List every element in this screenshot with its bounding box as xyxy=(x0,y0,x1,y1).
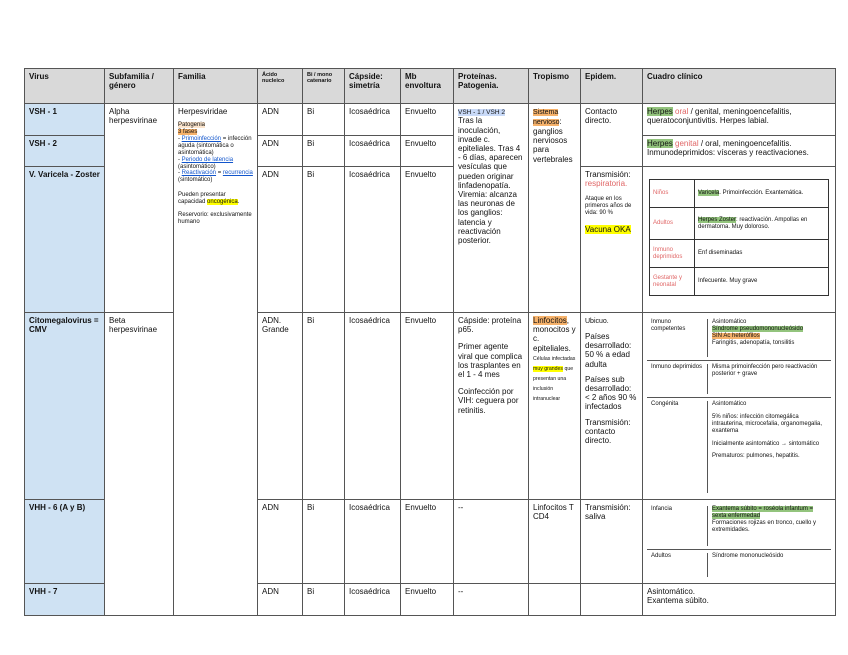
vvz-row xyxy=(650,268,829,296)
cc-hl: Síndrome pseudomononucleósido xyxy=(712,325,804,332)
cc-highlight: Herpes xyxy=(647,107,673,116)
patogenia-label: Patogenia xyxy=(178,122,206,129)
bi-cell: Bi xyxy=(303,584,345,616)
epi3: Países sub desarrollado: < 2 años 90 % infectados xyxy=(585,374,637,412)
proteinas-cell: -- xyxy=(454,500,529,584)
trop-text: : ganglios nerviosos para vertebrales xyxy=(533,117,573,164)
cc-subrow xyxy=(647,361,831,398)
acido-cell: ADN xyxy=(258,584,303,616)
vvz-label: Gestante y neonatal xyxy=(650,268,695,296)
epidem-cell xyxy=(581,584,643,616)
epidem-cell xyxy=(581,313,643,500)
prot-text: Tras la inoculación, invade c. epiteliales. Tras 4 - 6 días, aparecen vesículas que pueden originar linfadenopatía. Viremia: alcanza las neuronas de los ganglios: latencia y reactivación posterior. xyxy=(458,116,523,245)
cc-label: Infancia xyxy=(651,506,673,512)
cc-label: Adultos xyxy=(651,553,672,559)
bi-cell: Bi xyxy=(303,313,345,500)
vvz-label: Adultos xyxy=(650,208,695,240)
col-cuadro: Cuadro clínico xyxy=(643,69,836,104)
cuadro-cell xyxy=(643,104,836,136)
capside-cell: Icosaédrica xyxy=(345,104,401,136)
col-familia: Familia xyxy=(174,69,258,104)
tropismo-cell xyxy=(529,104,581,313)
mb-cell: Envuelto xyxy=(401,313,454,500)
cc-line: Inicialmente asintomático → sintomático xyxy=(712,440,820,447)
col-tropismo: Tropismo xyxy=(529,69,581,104)
header-row xyxy=(25,69,836,104)
cc-subrow xyxy=(647,503,831,550)
col-acido: Ácido nucleico xyxy=(258,69,303,104)
vacuna-label: Vacuna OKA xyxy=(585,225,631,235)
row-cmv xyxy=(25,313,836,500)
cc-subrow xyxy=(647,316,831,361)
virus-name: VHH - 6 (A y B) xyxy=(25,500,105,584)
primoinfeccion-link[interactable]: Primoinfección xyxy=(181,135,222,142)
cc-line: Asintomático. xyxy=(647,587,696,596)
recurrencia-link[interactable]: recurrencia xyxy=(222,170,253,177)
cc-hl2: SIN Ac heterófilos xyxy=(712,332,760,339)
proteinas-cell: -- xyxy=(454,584,529,616)
proteinas-cell xyxy=(454,104,529,313)
acido-cell: ADN xyxy=(258,500,303,584)
oncogenic-pre: Pueden presentar capacidad xyxy=(178,192,226,206)
cc-line: 5% niños: infección citomegálica intrauterina, microcefalia, organomegalia, exantema xyxy=(712,413,823,434)
bi-cell: Bi xyxy=(303,104,345,136)
cc-highlight: Herpes xyxy=(647,139,673,148)
virus-name: VSH - 2 xyxy=(25,136,105,167)
epi-ataque: Ataque en los primeros años de vida: 90 % xyxy=(585,196,632,217)
cc-line: Faringitis, adenopatía, tonsilitis xyxy=(712,339,795,346)
virus-name: Citomegalovirus = CMV xyxy=(25,313,105,500)
cc-hl: Exantema súbito = roséola infantum = sexta enfermedad xyxy=(712,506,814,519)
col-mb: Mb envoltura xyxy=(401,69,454,104)
tropismo-cell xyxy=(529,584,581,616)
mb-cell: Envuelto xyxy=(401,104,454,136)
row-vsh1 xyxy=(25,104,836,136)
vvz-row xyxy=(650,208,829,240)
epi4: Transmisión: contacto directo. xyxy=(585,417,631,445)
virus-name: VHH - 7 xyxy=(25,584,105,616)
oncogenic-label: oncogénica xyxy=(207,199,238,206)
vvz-subtable xyxy=(649,179,829,296)
cuadro-cell xyxy=(643,313,836,500)
trop-small-hl: muy grandes xyxy=(533,365,563,372)
prot2: Primer agente viral que complica los trasplantes en el 1 - 4 mes xyxy=(458,342,523,379)
reactivacion-link[interactable]: Reactivación xyxy=(181,170,217,177)
epidem-cell xyxy=(581,167,643,313)
vvz-label: Inmuno deprimidos xyxy=(650,240,695,268)
trop-highlight: Sistema nervioso xyxy=(533,109,560,127)
cc-value: Misma primoinfección pero reactivación posterior + grave xyxy=(707,364,827,394)
bi-cell: Bi xyxy=(303,500,345,584)
vvz-text: : reactivación. Ampollas en dermatoma. Muy doloroso. xyxy=(698,216,808,230)
epi-red: respiratoria. xyxy=(585,179,628,189)
cuadro-cell xyxy=(643,167,836,313)
cc-value: Síndrome mononucleósido xyxy=(707,553,827,577)
mb-cell: Envuelto xyxy=(401,136,454,167)
cuadro-cell xyxy=(643,500,836,584)
epi-pre: Transmisión: xyxy=(585,170,631,179)
cc-value xyxy=(707,319,827,357)
cc-value xyxy=(707,506,827,546)
cc-line: Prematuros: pulmones, hepatitis. xyxy=(712,453,800,460)
vvz-value: Enf diseminadas xyxy=(695,240,829,268)
trop-text: , monocitos y c. epiteliales. xyxy=(533,316,576,353)
trop-small2: que presentan una inclusión intranuclear xyxy=(533,365,574,402)
virus-name: VSH - 1 xyxy=(25,104,105,136)
familia-cell: Herpesviridae Patogenia 3 fases - Primoinfección = infección aguda (sintomática o asintomática) - Periodo de latencia (asintomático) - Reactivación = recurrencia (sintomático) Pueden presentar capacidad oncogénica. Reservorio: exclusivamente humano xyxy=(174,104,258,616)
mb-cell: Envuelto xyxy=(401,584,454,616)
tropismo-cell: Linfocitos T CD4 xyxy=(529,500,581,584)
trop-small1: Células infectadas xyxy=(533,355,576,362)
cc-label: Congénita xyxy=(651,401,679,407)
trop-highlight: Linfocitos xyxy=(533,316,567,325)
virus-table xyxy=(24,68,836,616)
epi1: Ubicuo. xyxy=(585,318,609,325)
capside-cell: Icosaédrica xyxy=(345,136,401,167)
epidem-cell: Contacto directo. xyxy=(581,104,643,167)
subfamilia-cell: Alpha herpesvirinae xyxy=(105,104,174,313)
cc-line: Formaciones rojizas en tronco, cuello y extremidades. xyxy=(712,519,817,533)
cc-text: / genital, meningoencefalitis, queratoconjuntivitis. Herpes labial. xyxy=(647,107,792,126)
acido-cell: ADN. Grande xyxy=(258,313,303,500)
acido-cell: ADN xyxy=(258,136,303,167)
cuadro-cell xyxy=(643,136,836,167)
vvz-value: Infecuente. Muy grave xyxy=(695,268,829,296)
col-bi: Bi / mono catenario xyxy=(303,69,345,104)
cuadro-cell xyxy=(643,584,836,616)
bi-cell: Bi xyxy=(303,167,345,313)
cc-label: Inmuno deprimidos xyxy=(651,364,703,370)
familia-name: Herpesviridae xyxy=(178,107,228,116)
cc-line: Asintomático xyxy=(712,319,747,325)
vvz-value xyxy=(695,180,829,208)
cc-line: Asintomático xyxy=(712,401,747,407)
subfamilia-cell: Beta herpesvirinae xyxy=(105,313,174,616)
cc-red: oral xyxy=(675,107,689,116)
virus-name: V. Varicela - Zoster xyxy=(25,167,105,313)
vvz-value xyxy=(695,208,829,240)
mb-cell: Envuelto xyxy=(401,500,454,584)
f1-text: = infección aguda (sintomática o asintomática) xyxy=(178,135,252,156)
vvz-hl: Herpes Zoster xyxy=(698,216,737,223)
reservorio-text: Reservorio: exclusivamente humano xyxy=(178,211,252,225)
tropismo-cell xyxy=(529,313,581,500)
mb-cell: Envuelto xyxy=(401,167,454,313)
col-proteinas: Proteínas. Patogenia. xyxy=(454,69,529,104)
bi-cell: Bi xyxy=(303,136,345,167)
cc-text: / oral, meningoencefalitis. Inmunodeprimidos: vísceras y reactivaciones. xyxy=(647,139,809,158)
acido-cell: ADN xyxy=(258,104,303,136)
f2-text: (asintomático) xyxy=(178,163,216,170)
capside-cell: Icosaédrica xyxy=(345,584,401,616)
vvz-label: Niños xyxy=(650,180,695,208)
vvz-hl: Varicela xyxy=(698,190,720,197)
latencia-link[interactable]: Periodo de latencia xyxy=(181,156,234,163)
prot1: Cápside: proteína p65. xyxy=(458,316,522,335)
cc-value xyxy=(707,401,827,493)
cc-line: Exantema súbito. xyxy=(647,596,709,606)
vvz-row xyxy=(650,180,829,208)
capside-cell: Icosaédrica xyxy=(345,313,401,500)
proteinas-cell xyxy=(454,313,529,500)
cc-subrow xyxy=(647,398,831,496)
col-subfamilia: Subfamilia / género xyxy=(105,69,174,104)
vvz-row xyxy=(650,240,829,268)
prot3: Coinfección por VIH: ceguera por retinitis. xyxy=(458,387,519,415)
f3-text: (sintomático) xyxy=(178,177,213,184)
epi2: Países desarrollado: 50 % a edad adulta xyxy=(585,332,632,369)
capside-cell: Icosaédrica xyxy=(345,500,401,584)
epidem-cell: Transmisión: saliva xyxy=(581,500,643,584)
acido-cell: ADN xyxy=(258,167,303,313)
cc-label: Inmuno competentes xyxy=(651,319,686,332)
cc-subrow xyxy=(647,550,831,580)
cc-red: genital xyxy=(675,139,699,148)
prot-highlight: VSH - 1 / VSH 2 xyxy=(458,109,505,116)
col-capside: Cápside: simetría xyxy=(345,69,401,104)
fases-label: 3 fases xyxy=(178,129,198,136)
col-virus: Virus xyxy=(25,69,105,104)
col-epidem: Epidem. xyxy=(581,69,643,104)
vvz-text: . Primoinfección. Exantemática. xyxy=(719,190,804,197)
capside-cell: Icosaédrica xyxy=(345,167,401,313)
